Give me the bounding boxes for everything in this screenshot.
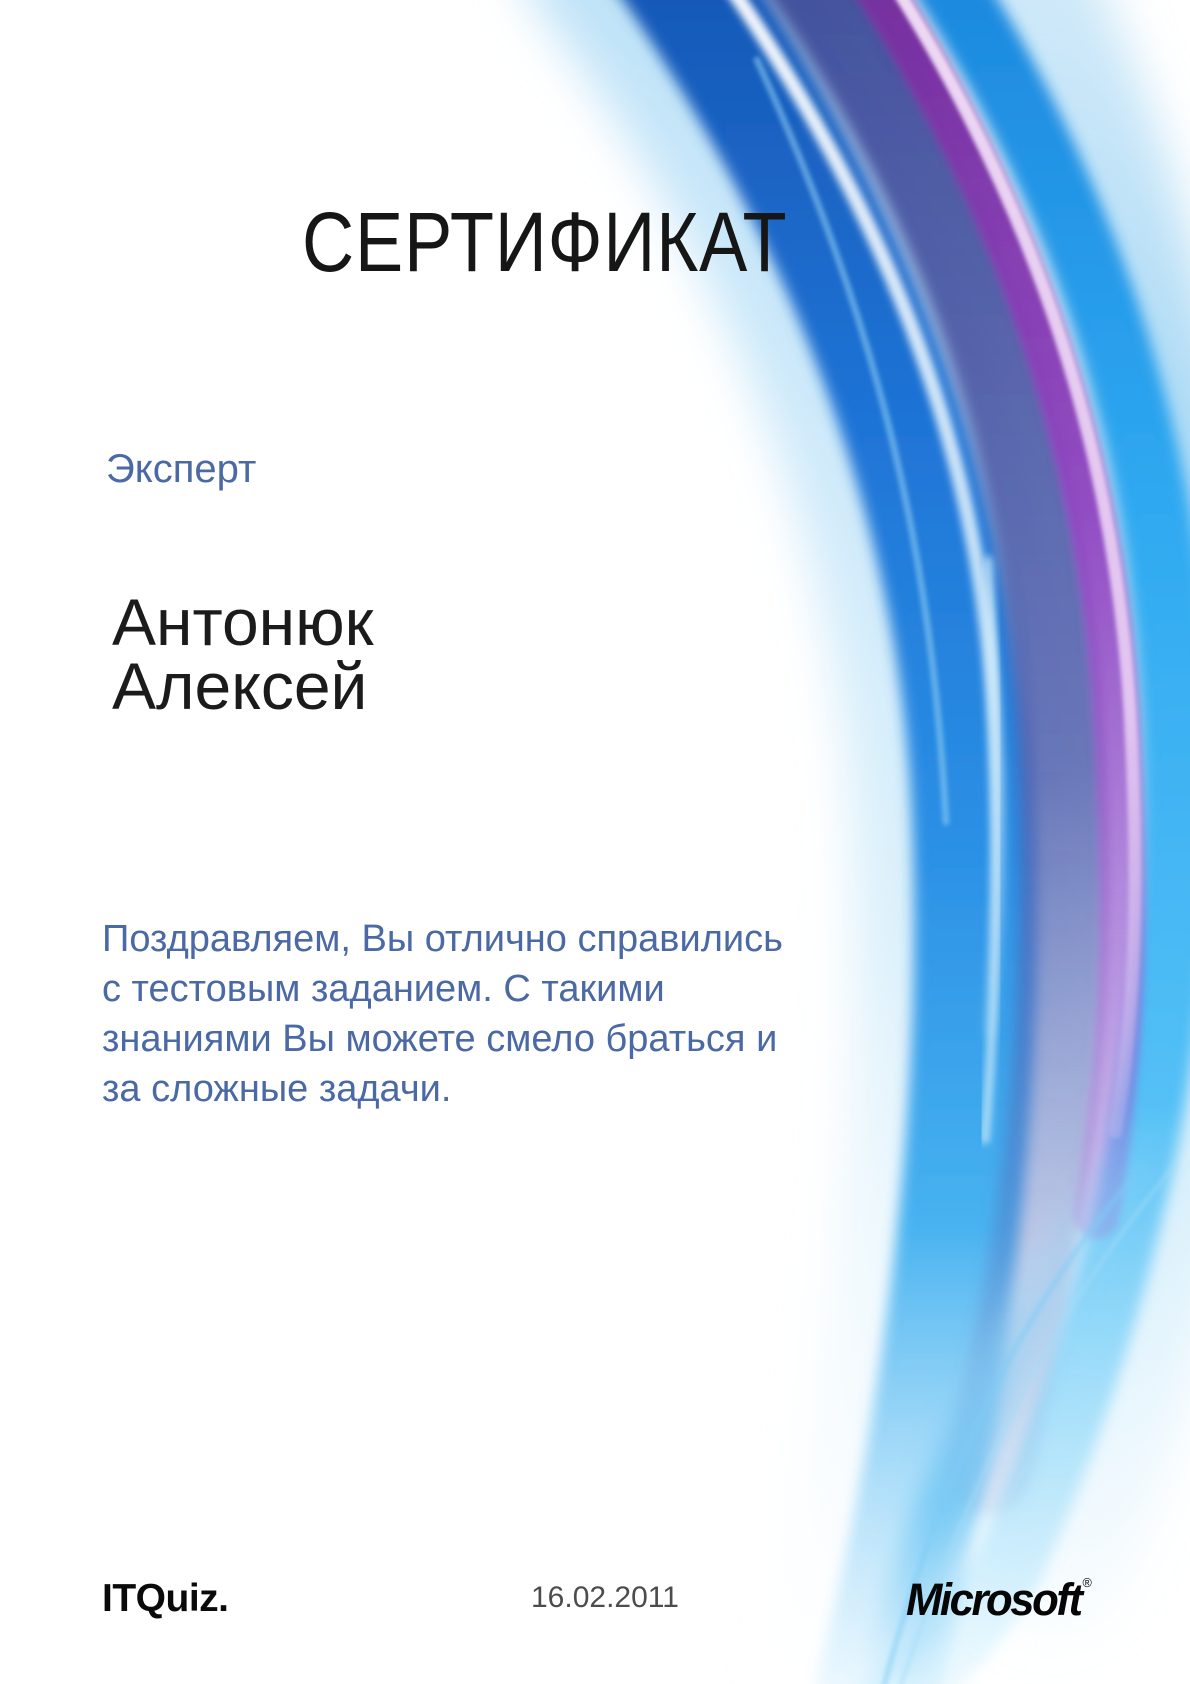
microsoft-wordmark: Microsoft bbox=[906, 1574, 1081, 1625]
message-line: знаниями Вы можете смело браться и bbox=[102, 1018, 778, 1060]
role-label: Эксперт bbox=[106, 447, 257, 491]
microsoft-logo bbox=[906, 1574, 1092, 1626]
registered-trademark-icon: ® bbox=[1082, 1575, 1092, 1590]
message-line: Поздравляем, Вы отлично справились bbox=[102, 918, 783, 960]
message-line: за сложные задачи. bbox=[102, 1068, 452, 1110]
certificate-title: СЕРТИФИКАТ bbox=[302, 195, 788, 289]
itquiz-logo: ITQuiz. bbox=[102, 1577, 229, 1620]
swoosh-cyan-band bbox=[893, 0, 1178, 1684]
swoosh-purple-band bbox=[853, 0, 1122, 1216]
swoosh-slate-band bbox=[788, 0, 1063, 1472]
recipient-last-name: Антонюк bbox=[112, 585, 374, 659]
congratulation-message bbox=[102, 914, 783, 1114]
swoosh-right-glow bbox=[1000, 0, 1190, 1572]
issue-date: 16.02.2011 bbox=[531, 1581, 679, 1614]
swoosh-white-highlight bbox=[712, 0, 998, 1032]
swoosh-inner-highlight bbox=[985, 560, 997, 1140]
swoosh-thin-streak bbox=[757, 60, 946, 822]
recipient-name bbox=[112, 585, 374, 723]
recipient-first-name: Алексей bbox=[112, 649, 368, 723]
message-line: с тестовым заданием. С такими bbox=[102, 968, 665, 1010]
swoosh-lavender-highlight bbox=[872, 0, 1135, 1132]
